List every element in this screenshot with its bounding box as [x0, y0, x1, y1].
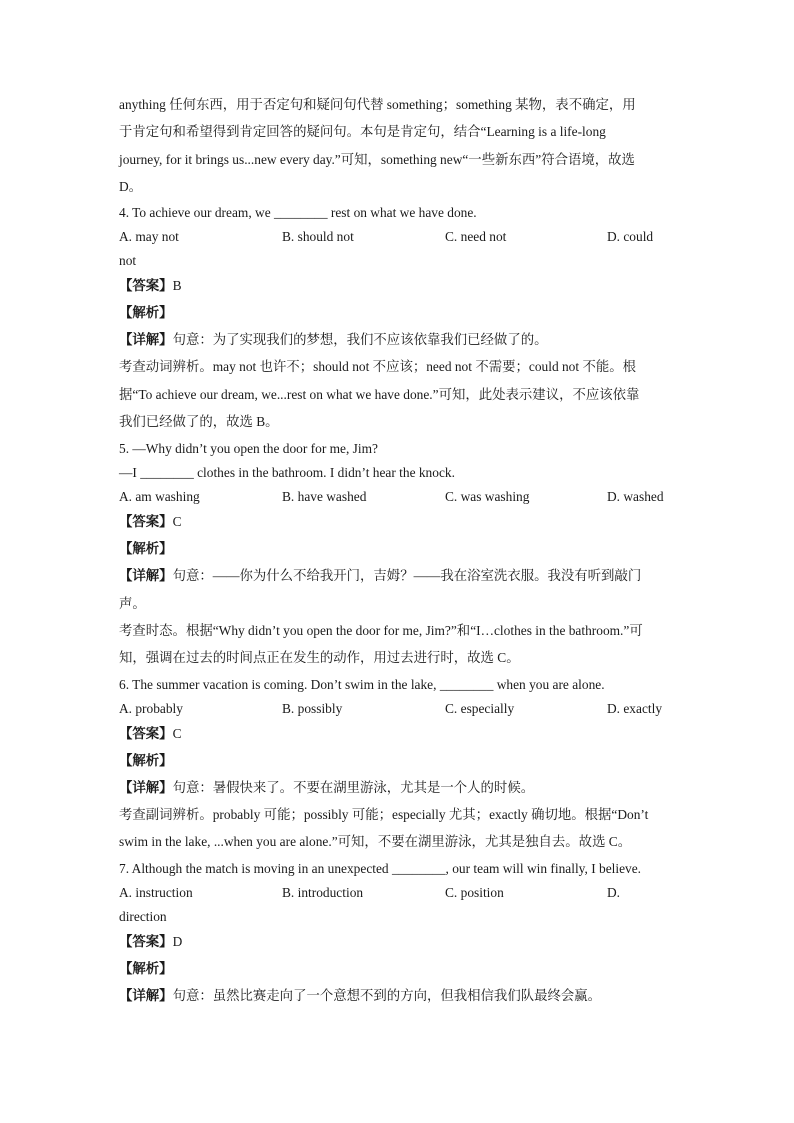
q4-exp-2: 据“To achieve our dream, we...rest on what we have done.”可知，此处表示建议，不应该依靠: [119, 387, 640, 402]
q7-detail-text: 句意：虽然比赛走向了一个意想不到的方向，但我相信我们队最终会赢。: [172, 988, 602, 1003]
analysis-tag: 【解析】: [119, 305, 173, 320]
q5-stem-1: 5. —Why didn’t you open the door for me, Jim?: [119, 441, 378, 456]
q7-answer: [119, 933, 182, 951]
answer-tag: 【答案】: [119, 514, 173, 529]
q4-option-b: B. should not: [282, 229, 354, 244]
detail-tag: 【详解】: [119, 332, 173, 347]
detail-tag: 【详解】: [119, 780, 173, 795]
q6-answer: [119, 725, 182, 743]
answer-tag: 【答案】: [119, 726, 173, 741]
q5-option-a: A. am washing: [119, 489, 200, 504]
q4-option-c: C. need not: [445, 229, 507, 244]
intro-line-2: 于肯定句和希望得到肯定回答的疑问句。本句是肯定句，结合“Learning is a life-long: [119, 124, 606, 139]
analysis-tag: 【解析】: [119, 541, 173, 556]
q4-detail: [119, 331, 548, 349]
q4-stem: 4. To achieve our dream, we ________ rest on what we have done.: [119, 205, 477, 220]
q5-option-b: B. have washed: [282, 489, 367, 504]
q5-exp-1: 考查时态。根据“Why didn’t you open the door for me, Jim?”和“I…clothes in the bathroom.”可: [119, 623, 643, 638]
q5-detail-1: [119, 567, 641, 585]
q7-detail: [119, 987, 601, 1005]
q5-exp-2: 知，强调在过去的时间点正在发生的动作，用过去进行时，故选 C。: [119, 650, 520, 665]
q4-analysis-tag: [119, 304, 173, 322]
q5-answer: [119, 513, 182, 531]
answer-tag: 【答案】: [119, 278, 173, 293]
q5-analysis-tag: [119, 540, 173, 558]
q4-answer-value: B: [172, 278, 182, 293]
q4-exp-1: 考查动词辨析。may not 也许不；should not 不应该；need not 不需要；could not 不能。根: [119, 359, 637, 374]
q4-answer: [119, 277, 182, 295]
q7-option-c: C. position: [445, 885, 504, 900]
intro-line-3: journey, for it brings us...new every day.”可知，something new“一些新东西”符合语境，故选: [119, 152, 635, 167]
q6-detail: [119, 779, 534, 797]
q5-detail-text: 句意：——你为什么不给我开门，吉姆？——我在浴室洗衣服。我没有听到敲门: [172, 568, 642, 583]
q6-option-b: B. possibly: [282, 701, 343, 716]
q7-answer-value: D: [172, 934, 183, 949]
q7-stem: 7. Although the match is moving in an unexpected ________, our team will win finally, I believe.: [119, 861, 642, 876]
q5-stem-2: —I ________ clothes in the bathroom. I didn’t hear the knock.: [119, 465, 455, 480]
q7-analysis-tag: [119, 960, 173, 978]
q4-exp-3: 我们已经做了的，故选 B。: [119, 414, 279, 429]
q4-option-d: D. could: [607, 229, 654, 244]
intro-line-1: anything 任何东西，用于否定句和疑问句代替 something；something 某物，表不确定，用: [119, 97, 636, 112]
answer-tag: 【答案】: [119, 934, 173, 949]
q6-exp-1: 考查副词辨析。probably 可能；possibly 可能；especially 尤其；exactly 确切地。根据“Don’t: [119, 807, 649, 822]
analysis-tag: 【解析】: [119, 961, 173, 976]
q5-detail-2: 声。: [119, 596, 146, 611]
q4-option-a: A. may not: [119, 229, 179, 244]
intro-line-4: D。: [119, 179, 143, 194]
q6-answer-value: C: [172, 726, 182, 741]
q7-option-b: B. introduction: [282, 885, 364, 900]
q6-option-a: A. probably: [119, 701, 183, 716]
q6-stem: 6. The summer vacation is coming. Don’t swim in the lake, ________ when you are alone.: [119, 677, 605, 692]
q6-analysis-tag: [119, 752, 173, 770]
q5-option-d: D. washed: [607, 489, 664, 504]
q6-option-c: C. especially: [445, 701, 515, 716]
q5-answer-value: C: [172, 514, 182, 529]
detail-tag: 【详解】: [119, 988, 173, 1003]
analysis-tag: 【解析】: [119, 753, 173, 768]
q7-option-a: A. instruction: [119, 885, 193, 900]
q7-option-wrap: direction: [119, 909, 167, 924]
q6-option-d: D. exactly: [607, 701, 663, 716]
q4-detail-text: 句意：为了实现我们的梦想，我们不应该依靠我们已经做了的。: [172, 332, 548, 347]
q4-option-wrap: not: [119, 253, 137, 268]
q5-option-c: C. was washing: [445, 489, 530, 504]
q7-option-d: D.: [607, 885, 621, 900]
q6-exp-2: swim in the lake, ...when you are alone.”可知，不要在湖里游泳，尤其是独自去。故选 C。: [119, 834, 632, 849]
detail-tag: 【详解】: [119, 568, 173, 583]
q6-detail-text: 句意：暑假快来了。不要在湖里游泳，尤其是一个人的时候。: [172, 780, 535, 795]
